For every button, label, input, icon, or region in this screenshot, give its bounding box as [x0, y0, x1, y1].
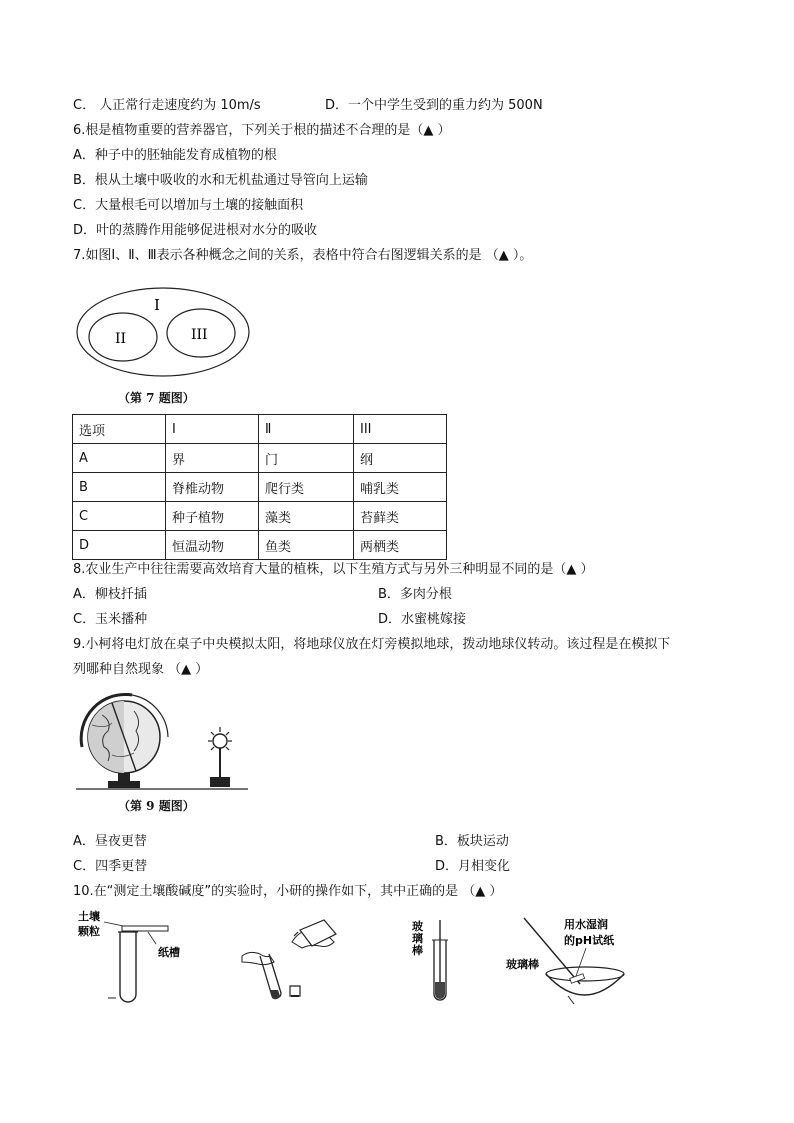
table-header-cell: I — [166, 415, 259, 444]
venn-label-outer: I — [154, 296, 160, 314]
q5-option-c: C． 人正常行走速度约为 10m/s — [73, 98, 261, 113]
test-tube-with-rod-icon — [432, 920, 448, 1000]
soil-particles-label-line1: 土壤 — [78, 910, 100, 923]
q10-figure-d — [506, 914, 636, 1008]
q10-stem: 10.在“测定土壤酸碱度”的实验时，小研的操作如下，其中正确的是 （▲ ） — [73, 884, 503, 899]
table-cell: 恒温动物 — [166, 531, 259, 560]
table-cell: 鱼类 — [259, 531, 354, 560]
table-cell: A — [73, 444, 166, 473]
table-header-cell: 选项 — [73, 415, 166, 444]
q7-figure-caption: （第 7 题图） — [118, 391, 195, 405]
venn-outer-ellipse — [77, 288, 249, 376]
glass-rod-vertical-label-3: 棒 — [412, 944, 423, 957]
q6-option-a: A．种子中的胚轴能发育成植物的根 — [73, 148, 277, 163]
q6-option-c: C．大量根毛可以增加与土壤的接触面积 — [73, 198, 304, 213]
q8-stem: 8.农业生产中往往需要高效培育大量的植株，以下生殖方式与另外三种明显不同的是（▲ ） — [73, 562, 594, 577]
q8-option-d: D．水蜜桃嫁接 — [378, 612, 467, 627]
q7-venn-figure — [75, 285, 255, 380]
q7-stem: 7.如图Ⅰ、Ⅱ、Ⅲ表示各种概念之间的关系，表格中符合右图逻辑关系的是 （▲ ）。 — [73, 248, 533, 263]
q9-stem-line1: 9.小柯将电灯放在桌子中央模拟太阳，将地球仪放在灯旁模拟地球，拨动地球仪转动。该过程是在模拟下 — [73, 637, 671, 652]
q8-option-c: C．玉米播种 — [73, 612, 148, 627]
q10-figure-b — [238, 912, 348, 1004]
table-row — [73, 473, 447, 502]
q9-globe-lamp-figure — [72, 697, 252, 797]
q9-option-c: C．四季更替 — [73, 859, 148, 874]
table-cell: 苔藓类 — [354, 502, 447, 531]
table-header-cell: Ⅱ — [259, 415, 354, 444]
test-tube-icon — [118, 932, 138, 1002]
paper-trough-label: 纸槽 — [158, 946, 180, 959]
table-header-row — [73, 415, 447, 444]
table-cell: 爬行类 — [259, 473, 354, 502]
ph-paper-label-line1: 用水湿润 — [564, 918, 608, 931]
bottle-stopper-icon — [290, 986, 300, 996]
venn-label-right: III — [191, 327, 208, 343]
glass-rod-vertical-label-2: 璃 — [412, 932, 423, 945]
q10-figure-a — [78, 910, 198, 1002]
table-row — [73, 531, 447, 560]
q9-figure-caption: （第 9 题图） — [118, 799, 195, 813]
paper-trough-icon — [122, 926, 168, 931]
q7-options-table — [72, 414, 447, 560]
table-cell: B — [73, 473, 166, 502]
ph-paper-label-line2: 的pH试纸 — [564, 934, 615, 947]
table-cell: D — [73, 531, 166, 560]
q6-option-b: B．根从土壤中吸收的水和无机盐通过导管向上运输 — [73, 173, 368, 188]
table-cell: 界 — [166, 444, 259, 473]
glass-rod-label: 玻璃棒 — [506, 958, 539, 971]
q5-option-d: D．一个中学生受到的重力约为 500N — [325, 98, 543, 113]
q9-stem-line2: 列哪种自然现象 （▲ ） — [73, 662, 209, 677]
lamp-icon — [208, 727, 232, 787]
q9-option-b: B．板块运动 — [435, 834, 509, 849]
q9-option-d: D．月相变化 — [435, 859, 511, 874]
table-row — [73, 502, 447, 531]
q6-option-d: D．叶的蒸腾作用能够促进根对水分的吸收 — [73, 223, 318, 238]
venn-label-left: II — [115, 331, 127, 347]
table-header-cell: III — [354, 415, 447, 444]
table-cell: 纲 — [354, 444, 447, 473]
q8-option-a: A．柳枝扦插 — [73, 587, 147, 602]
q10-figure-c — [412, 918, 472, 1004]
table-row — [73, 444, 447, 473]
table-cell: 种子植物 — [166, 502, 259, 531]
table-cell: 两栖类 — [354, 531, 447, 560]
table-cell: 哺乳类 — [354, 473, 447, 502]
evaporating-dish-icon — [546, 967, 624, 995]
table-cell: 脊椎动物 — [166, 473, 259, 502]
q9-option-a: A．昼夜更替 — [73, 834, 147, 849]
globe-icon — [81, 694, 168, 788]
soil-particles-label-line2: 颗粒 — [78, 925, 100, 938]
table-cell: C — [73, 502, 166, 531]
table-cell: 门 — [259, 444, 354, 473]
table-cell: 藻类 — [259, 502, 354, 531]
q6-stem: 6.根是植物重要的营养器官，下列关于根的描述不合理的是（▲ ） — [73, 123, 451, 138]
q8-option-b: B．多肉分根 — [378, 587, 452, 602]
glass-rod-vertical-label-1: 玻 — [412, 920, 423, 933]
